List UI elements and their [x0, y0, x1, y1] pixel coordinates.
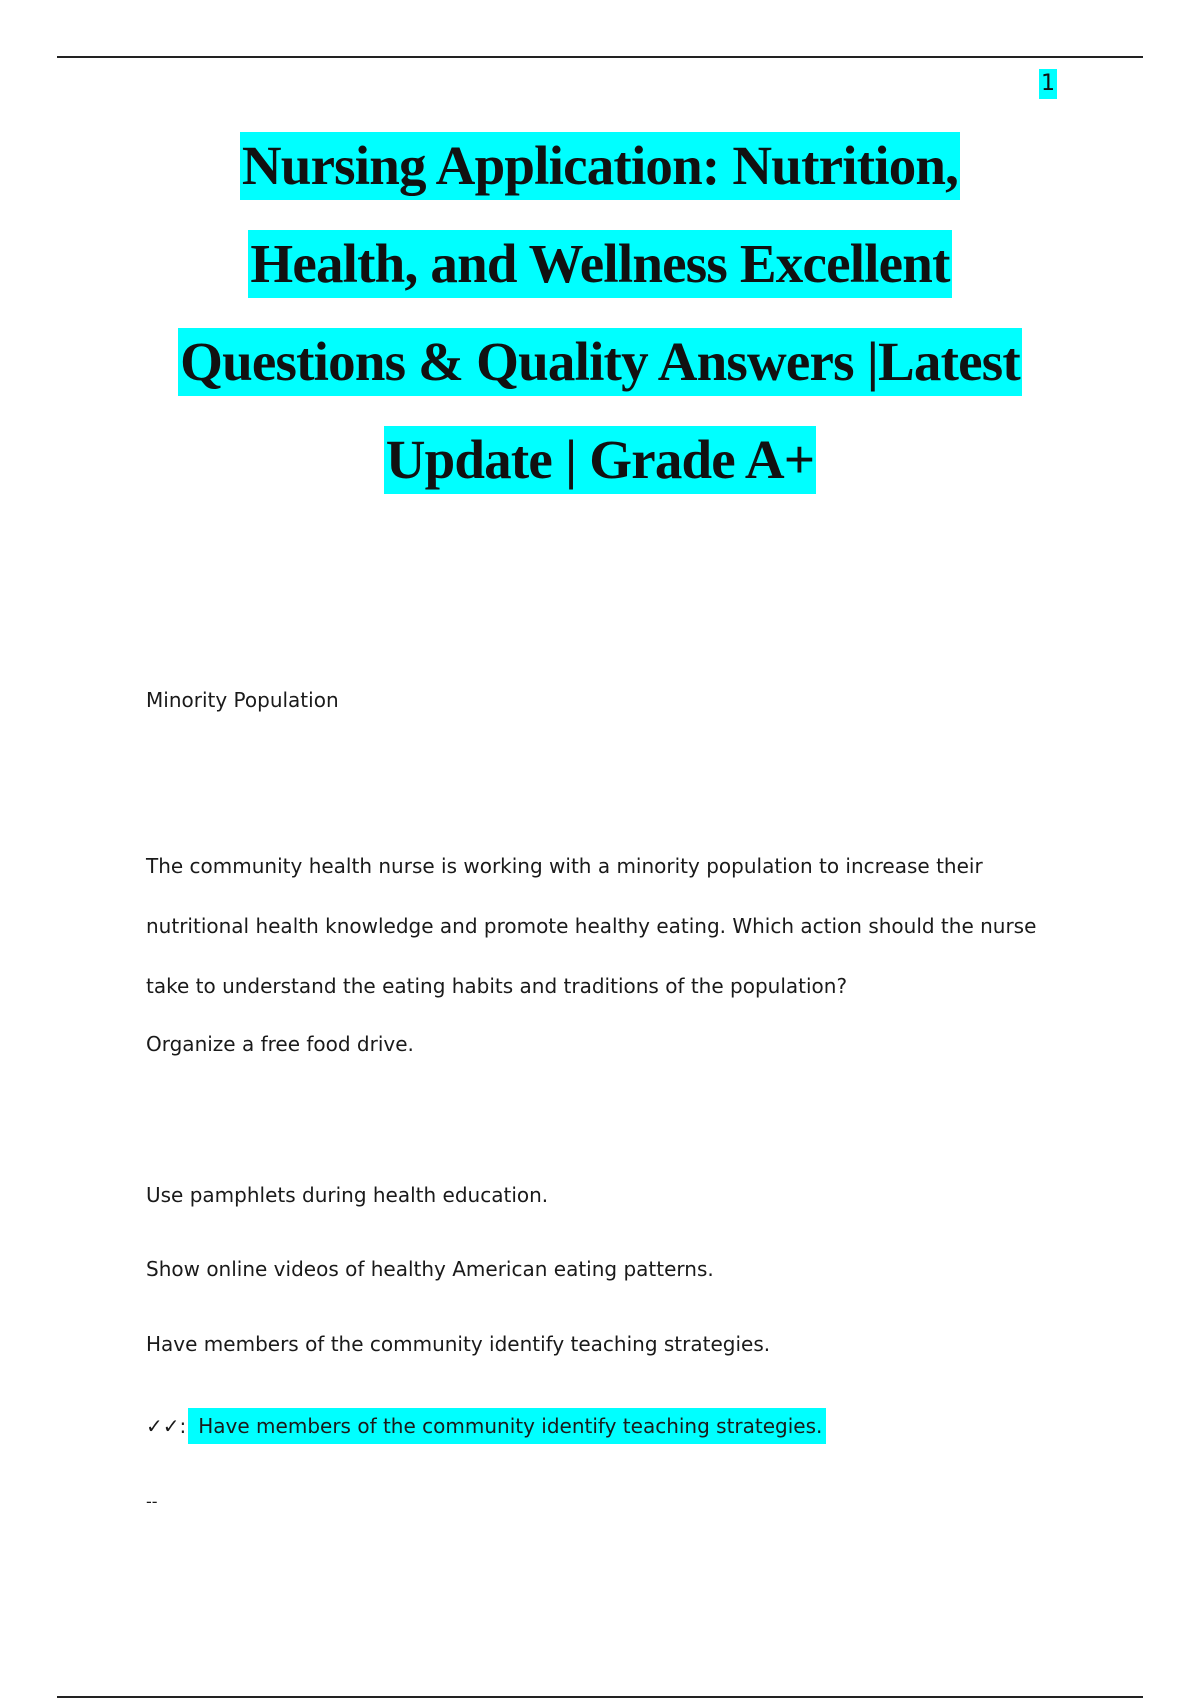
- section-heading: Minority Population: [146, 688, 339, 712]
- question-text: [146, 836, 1046, 1016]
- footer-rule: [57, 1696, 1143, 1698]
- title-line-text: Health, and Wellness Excellent: [248, 230, 951, 298]
- title-line-text: Questions & Quality Answers |Latest: [178, 328, 1022, 396]
- correct-answer: [146, 1408, 826, 1444]
- page-number: 1: [1039, 69, 1057, 99]
- separator: --: [146, 1492, 158, 1511]
- title-line-text: Nursing Application: Nutrition,: [240, 132, 960, 200]
- question-line: take to understand the eating habits and traditions of the population?: [146, 974, 848, 998]
- title-line: [100, 328, 1100, 426]
- answer-option: Show online videos of healthy American eating patterns.: [146, 1257, 714, 1281]
- answer-option: Use pamphlets during health education.: [146, 1183, 549, 1207]
- title-line: [100, 132, 1100, 230]
- header-rule: [57, 56, 1143, 58]
- question-line: The community health nurse is working with a minority population to increase their: [146, 854, 983, 878]
- answer-option: Organize a free food drive.: [146, 1032, 414, 1056]
- title-line: [100, 230, 1100, 328]
- title-line: [100, 426, 1100, 524]
- document-title: [100, 132, 1100, 524]
- correct-answer-text: Have members of the community identify teaching strategies.: [188, 1408, 826, 1444]
- title-line-text: Update | Grade A+: [384, 426, 817, 494]
- double-check-icon: ✓✓:: [146, 1414, 187, 1438]
- answer-option: Have members of the community identify teaching strategies.: [146, 1332, 771, 1356]
- question-line: nutritional health knowledge and promote healthy eating. Which action should the nurse: [146, 914, 1037, 938]
